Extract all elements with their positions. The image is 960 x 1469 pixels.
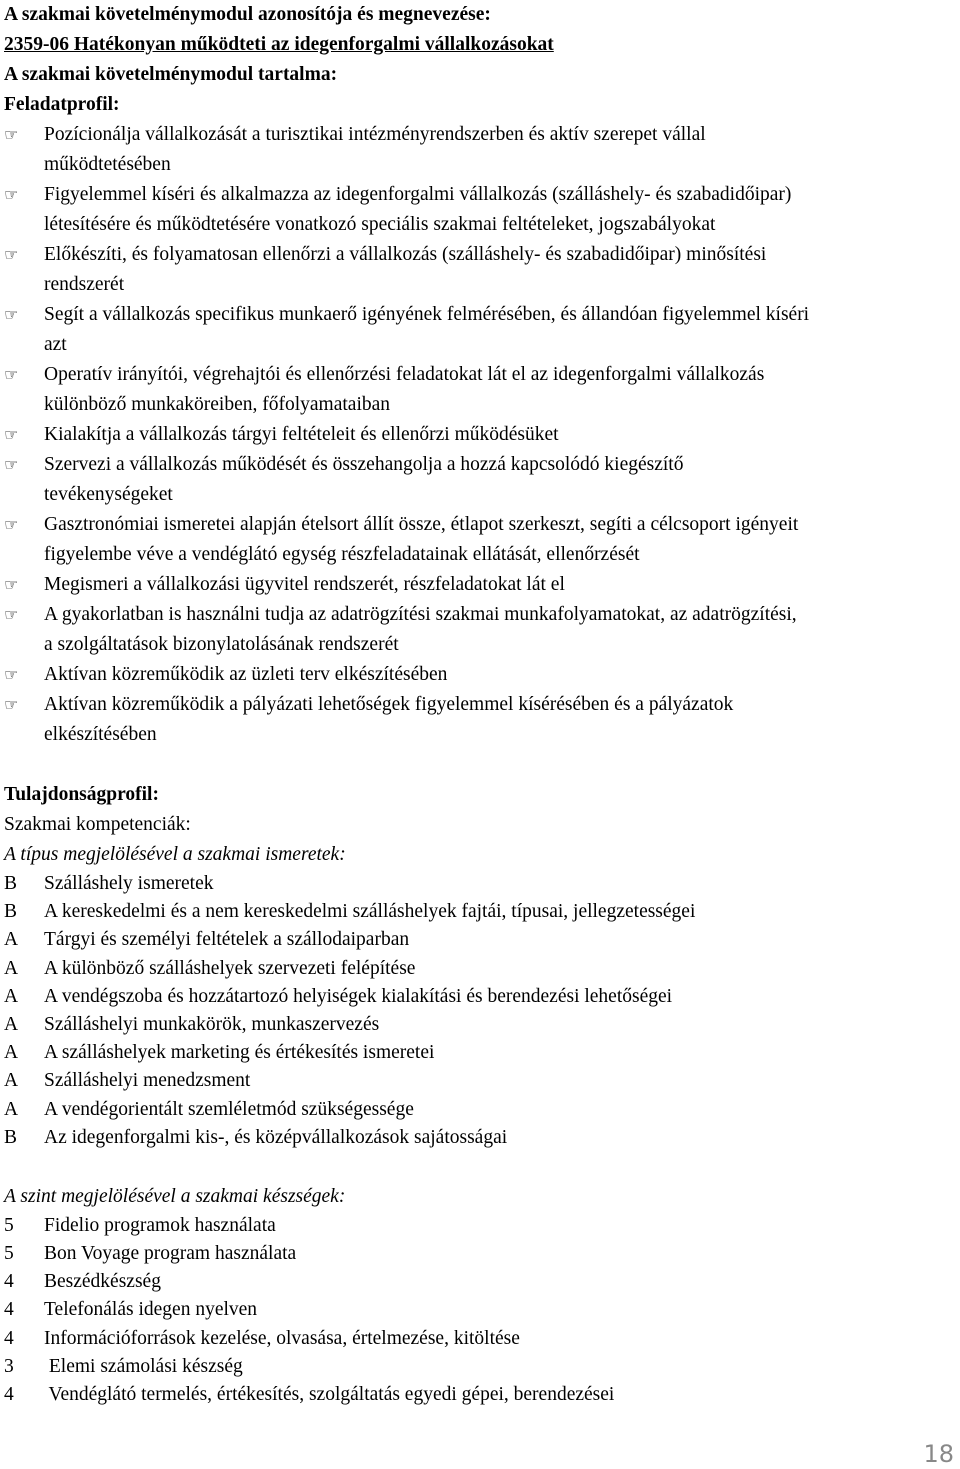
pointing-hand-icon: ☞ (4, 185, 19, 204)
task-item (4, 660, 956, 690)
property-profile-heading: Tulajdonságprofil: (4, 784, 159, 805)
document-page (4, 0, 956, 1409)
page-number: 18 (923, 1440, 954, 1468)
knowledge-row (4, 926, 956, 954)
skill-code: 5 (4, 1214, 14, 1236)
task-item-text (44, 570, 956, 600)
spacer (4, 750, 956, 780)
knowledge-row (4, 898, 956, 926)
pointing-hand-icon: ☞ (4, 455, 19, 474)
knowledge-row (4, 1096, 956, 1124)
task-item-line: Figyelemmel kíséri és alkalmazza az idegenforgalmi vállalkozás (szálláshely- és szabadidőipar) (44, 184, 792, 205)
task-item (4, 600, 956, 660)
knowledge-text: Tárgyi és személyi feltételek a szállodaiparban (44, 929, 410, 951)
skill-text: Elemi számolási készség (44, 1355, 243, 1377)
task-item-text (44, 510, 956, 570)
pointing-hand-icon: ☞ (4, 245, 19, 264)
task-item-text (44, 180, 956, 240)
task-item (4, 510, 956, 570)
knowledge-code: A (4, 985, 19, 1007)
task-item-line: a szolgáltatások bizonylatolásának rendszerét (44, 634, 399, 655)
task-item (4, 240, 956, 300)
task-item-line: figyelembe véve a vendéglátó egység részfeladatainak ellátását, ellenőrzését (44, 544, 640, 565)
competencies-label: Szakmai kompetenciák: (4, 814, 191, 835)
task-item-line: tevékenységeket (44, 484, 173, 505)
knowledge-row (4, 1067, 956, 1095)
knowledge-row (4, 1011, 956, 1039)
pointing-hand-icon: ☞ (4, 365, 19, 384)
skill-row (4, 1296, 956, 1324)
knowledge-heading: A típus megjelölésével a szakmai ismeretek: (4, 844, 346, 865)
knowledge-row (4, 1039, 956, 1067)
task-item-text (44, 360, 956, 420)
task-item-line: működtetésében (44, 154, 171, 175)
task-item-text (44, 450, 956, 510)
task-item-line: Kialakítja a vállalkozás tárgyi feltételeit és ellenőrzi működésüket (44, 424, 559, 445)
knowledge-text: Szálláshelyi munkakörök, munkaszervezés (44, 1013, 380, 1035)
skill-row (4, 1268, 956, 1296)
pointing-hand-icon: ☞ (4, 425, 19, 444)
skill-text: Telefonálás idegen nyelven (44, 1299, 258, 1321)
pointing-hand-icon: ☞ (4, 305, 19, 324)
pointing-hand-icon: ☞ (4, 665, 19, 684)
task-item-line: Szervezi a vállalkozás működését és összehangolja a hozzá kapcsolódó kiegészítő (44, 454, 684, 475)
skill-text: Beszédkészség (44, 1271, 161, 1293)
pointing-hand-icon: ☞ (4, 575, 19, 594)
knowledge-list (4, 870, 956, 1152)
task-item-text (44, 600, 956, 660)
task-item-line: Előkészíti, és folyamatosan ellenőrzi a vállalkozás (szálláshely- és szabadidőipar) minősítési (44, 244, 767, 265)
skill-code: 3 (4, 1355, 14, 1377)
task-item (4, 690, 956, 750)
task-item-line: Operatív irányítói, végrehajtói és ellenőrzési feladatokat lát el az idegenforgalmi vállalkozás (44, 364, 765, 385)
task-item-line: rendszerét (44, 274, 125, 295)
skill-code: 4 (4, 1271, 14, 1293)
skill-row (4, 1353, 956, 1381)
task-item-text (44, 420, 956, 450)
knowledge-text: Szálláshely ismeretek (44, 873, 214, 894)
task-item-text (44, 660, 956, 690)
knowledge-code: A (4, 1070, 19, 1092)
task-item-line: elkészítésében (44, 724, 157, 745)
task-item-line: Aktívan közreműködik a pályázati lehetőségek figyelemmel kísérésében és a pályázatok (44, 694, 734, 715)
task-item (4, 300, 956, 360)
pointing-hand-icon: ☞ (4, 695, 19, 714)
task-item (4, 450, 956, 510)
task-item (4, 570, 956, 600)
skill-code: 4 (4, 1327, 14, 1349)
pointing-hand-icon: ☞ (4, 605, 19, 624)
task-profile-heading: Feladatprofil: (4, 94, 120, 115)
spacer (4, 1152, 956, 1182)
skill-row (4, 1381, 956, 1409)
task-item-line: azt (44, 334, 67, 355)
knowledge-row (4, 955, 956, 983)
task-item-text (44, 120, 956, 180)
knowledge-row (4, 1124, 956, 1152)
skill-row (4, 1212, 956, 1240)
task-item (4, 120, 956, 180)
module-heading: A szakmai követelménymodul azonosítója és megnevezése: (4, 4, 491, 25)
task-list (4, 120, 956, 750)
knowledge-text: A szálláshelyek marketing és értékesítés ismeretei (44, 1042, 435, 1064)
task-item-line: A gyakorlatban is használni tudja az adatrögzítési szakmai munkafolyamatokat, az adatrögzítési, (44, 604, 797, 625)
skill-text: Információforrások kezelése, olvasása, értelmezése, kitöltése (44, 1327, 520, 1349)
task-item-text (44, 240, 956, 300)
skill-code: 5 (4, 1243, 14, 1265)
knowledge-text: Szálláshelyi menedzsment (44, 1070, 251, 1092)
task-item-line: különböző munkaköreiben, főfolyamataiban (44, 394, 391, 415)
task-item-line: Pozícionálja vállalkozását a turisztikai intézményrendszerben és aktív szerepet vállal (44, 124, 706, 145)
task-item (4, 420, 956, 450)
skill-row (4, 1240, 956, 1268)
pointing-hand-icon: ☞ (4, 515, 19, 534)
knowledge-code: B (4, 901, 18, 923)
task-item-line: Megismeri a vállalkozási ügyvitel rendszerét, részfeladatokat lát el (44, 574, 565, 595)
task-item-text (44, 690, 956, 750)
knowledge-code: A (4, 929, 19, 951)
knowledge-text: Az idegenforgalmi kis-, és középvállalkozások sajátosságai (44, 1126, 508, 1148)
pointing-hand-icon: ☞ (4, 125, 19, 144)
skill-text: Fidelio programok használata (44, 1214, 276, 1236)
knowledge-code: A (4, 1098, 19, 1120)
task-item (4, 180, 956, 240)
knowledge-text: A kereskedelmi és a nem kereskedelmi szálláshelyek fajtái, típusai, jellegzetességei (44, 901, 696, 923)
task-item-text (44, 300, 956, 360)
knowledge-code: A (4, 957, 19, 979)
skill-text: Bon Voyage program használata (44, 1243, 297, 1265)
knowledge-code: B (4, 1126, 18, 1148)
task-item-line: Aktívan közreműködik az üzleti terv elkészítésében (44, 664, 448, 685)
knowledge-code: A (4, 1042, 19, 1064)
knowledge-code: A (4, 1013, 19, 1035)
contents-heading: A szakmai követelménymodul tartalma: (4, 64, 338, 85)
skill-code: 4 (4, 1384, 14, 1405)
skill-row (4, 1325, 956, 1353)
knowledge-code: B (4, 873, 18, 894)
knowledge-row (4, 870, 956, 898)
skills-heading: A szint megjelölésével a szakmai készségek: (4, 1185, 346, 1207)
knowledge-text: A vendégorientált szemléletmód szükségessége (44, 1098, 414, 1120)
module-id-name: 2359-06 Hatékonyan működteti az idegenforgalmi vállalkozásokat (4, 34, 554, 55)
skill-code: 4 (4, 1299, 14, 1321)
task-item-line: Segít a vállalkozás specifikus munkaerő igényének felmérésében, és állandóan figyelemmel kíséri (44, 304, 810, 325)
knowledge-text: A vendégszoba és hozzátartozó helyiségek kialakítási és berendezési lehetőségei (44, 985, 673, 1007)
task-item (4, 360, 956, 420)
task-item-line: létesítésére és működtetésére vonatkozó speciális szakmai feltételeket, jogszabályokat (44, 214, 716, 235)
task-item-line: Gasztronómiai ismeretei alapján ételsort állít össze, étlapot szerkeszt, segíti a célcsoport igényeit (44, 514, 799, 535)
knowledge-text: A különböző szálláshelyek szervezeti felépítése (44, 957, 416, 979)
knowledge-row (4, 983, 956, 1011)
skills-list (4, 1212, 956, 1409)
skill-text: Vendéglátó termelés, értékesítés, szolgáltatás egyedi gépei, berendezései (44, 1384, 615, 1405)
